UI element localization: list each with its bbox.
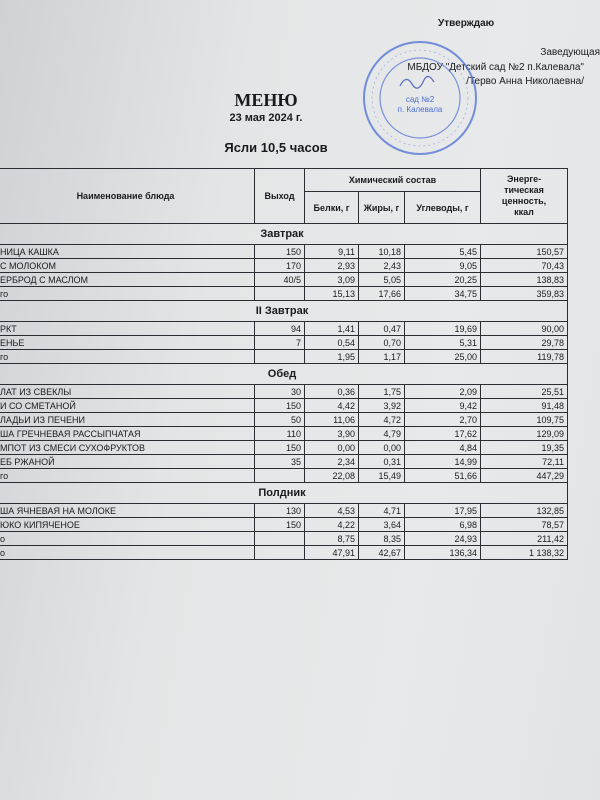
table-row	[0, 504, 568, 518]
total-energy: 119,78	[481, 350, 568, 364]
cell-protein: 0,54	[305, 336, 359, 350]
approve-label: Утверждаю	[438, 18, 495, 29]
section-title: Завтрак	[0, 224, 568, 245]
cell-protein: 4,22	[305, 518, 359, 532]
menu-table	[0, 168, 568, 560]
cell-protein: 2,34	[305, 455, 359, 469]
cell-energy: 132,85	[481, 504, 568, 518]
document-title: МЕНЮ	[234, 90, 298, 110]
cell-fat: 4,72	[359, 413, 405, 427]
cell-energy: 70,43	[481, 259, 568, 273]
cell-output	[255, 287, 305, 301]
cell-output: 150	[255, 518, 305, 532]
section-header-row	[0, 364, 568, 385]
cell-fat: 5,05	[359, 273, 405, 287]
cell-carbs: 2,09	[405, 385, 481, 399]
cell-output	[255, 532, 305, 546]
cell-protein: 11,06	[305, 413, 359, 427]
section-total-row	[0, 287, 568, 301]
total-carbs: 34,75	[405, 287, 481, 301]
dish-name: РКТ	[0, 322, 255, 336]
header-energy	[481, 169, 568, 224]
cell-energy: 19,35	[481, 441, 568, 455]
total-carbs: 51,66	[405, 469, 481, 483]
header-energy-line-2: тическая	[504, 185, 544, 195]
section-header-row	[0, 301, 568, 322]
cell-energy: 72,11	[481, 455, 568, 469]
cell-energy: 150,57	[481, 245, 568, 259]
header-energy-line-4: ккал	[514, 207, 534, 217]
total-energy: 447,29	[481, 469, 568, 483]
cell-fat: 0,47	[359, 322, 405, 336]
grand-total-carbs: 136,34	[405, 546, 481, 560]
cell-fat: 3,92	[359, 399, 405, 413]
cell-fat: 10,18	[359, 245, 405, 259]
header-energy-line-3: ценность,	[501, 196, 547, 206]
approver-position: Заведующая	[540, 47, 600, 58]
table-row	[0, 441, 568, 455]
total-fat: 8,35	[359, 532, 405, 546]
cell-output: 110	[255, 427, 305, 441]
dish-name: ША ГРЕЧНЕВАЯ РАССЫПЧАТАЯ	[0, 427, 255, 441]
cell-output: 30	[255, 385, 305, 399]
cell-carbs: 2,70	[405, 413, 481, 427]
cell-fat: 4,79	[359, 427, 405, 441]
table-row	[0, 385, 568, 399]
group-title: Ясли 10,5 часов	[224, 140, 328, 155]
dish-name: С МОЛОКОМ	[0, 259, 255, 273]
total-protein: 1,95	[305, 350, 359, 364]
cell-carbs: 17,62	[405, 427, 481, 441]
table-row	[0, 399, 568, 413]
grand-total-label: о	[0, 546, 255, 560]
total-label: о	[0, 532, 255, 546]
official-stamp-icon	[360, 38, 480, 158]
cell-protein: 4,53	[305, 504, 359, 518]
cell-carbs: 14,99	[405, 455, 481, 469]
table-row	[0, 518, 568, 532]
cell-output: 35	[255, 455, 305, 469]
table-row	[0, 322, 568, 336]
cell-energy: 129,09	[481, 427, 568, 441]
grand-total-fat: 42,67	[359, 546, 405, 560]
stamp-line-1: сад №2	[405, 95, 435, 104]
section-total-row	[0, 350, 568, 364]
cell-carbs: 20,25	[405, 273, 481, 287]
total-protein: 15,13	[305, 287, 359, 301]
cell-carbs: 5,31	[405, 336, 481, 350]
cell-fat: 2,43	[359, 259, 405, 273]
cell-carbs: 9,42	[405, 399, 481, 413]
table-row	[0, 259, 568, 273]
total-fat: 15,49	[359, 469, 405, 483]
header-energy-line-1: Энерге-	[506, 174, 542, 184]
stamp-line-2: п. Калевала	[397, 105, 443, 114]
cell-fat: 0,70	[359, 336, 405, 350]
dish-name: МПОТ ИЗ СМЕСИ СУХОФРУКТОВ	[0, 441, 255, 455]
cell-protein: 3,90	[305, 427, 359, 441]
menu-table-body	[0, 224, 568, 560]
grand-total-protein: 47,91	[305, 546, 359, 560]
approver-name: /Терво Анна Николаевна/	[466, 76, 584, 87]
header-chemical-composition: Химический состав	[305, 169, 481, 192]
total-label: го	[0, 287, 255, 301]
section-title: II Завтрак	[0, 301, 568, 322]
cell-carbs: 19,69	[405, 322, 481, 336]
cell-output	[255, 469, 305, 483]
header-protein: Белки, г	[305, 192, 359, 224]
dish-name: ЕНЬЕ	[0, 336, 255, 350]
cell-output: 150	[255, 441, 305, 455]
cell-protein: 0,00	[305, 441, 359, 455]
grand-total-row	[0, 546, 568, 560]
cell-protein: 4,42	[305, 399, 359, 413]
cell-output: 170	[255, 259, 305, 273]
section-total-row	[0, 532, 568, 546]
dish-name: И СО СМЕТАНОЙ	[0, 399, 255, 413]
section-title: Полдник	[0, 483, 568, 504]
cell-output: 94	[255, 322, 305, 336]
cell-fat: 3,64	[359, 518, 405, 532]
dish-name: ША ЯЧНЕВАЯ НА МОЛОКЕ	[0, 504, 255, 518]
table-row	[0, 245, 568, 259]
cell-energy: 90,00	[481, 322, 568, 336]
cell-output: 130	[255, 504, 305, 518]
total-carbs: 24,93	[405, 532, 481, 546]
section-header-row	[0, 483, 568, 504]
total-label: го	[0, 350, 255, 364]
header-dish: Наименование блюда	[0, 169, 255, 224]
dish-name: ЛАДЬИ ИЗ ПЕЧЕНИ	[0, 413, 255, 427]
total-label: го	[0, 469, 255, 483]
cell-energy: 29,78	[481, 336, 568, 350]
table-row	[0, 273, 568, 287]
cell-protein: 2,93	[305, 259, 359, 273]
cell-protein: 9,11	[305, 245, 359, 259]
cell-fat: 1,75	[359, 385, 405, 399]
cell-output: 150	[255, 245, 305, 259]
cell-energy: 109,75	[481, 413, 568, 427]
cell-carbs: 4,84	[405, 441, 481, 455]
cell-output: 7	[255, 336, 305, 350]
cell-output	[255, 546, 305, 560]
header-fat: Жиры, г	[359, 192, 405, 224]
table-row	[0, 455, 568, 469]
table-row	[0, 413, 568, 427]
section-title: Обед	[0, 364, 568, 385]
organization-name: МБДОУ "Детский сад №2 п.Калевала"	[407, 62, 584, 73]
cell-output: 150	[255, 399, 305, 413]
dish-name: ЕБ РЖАНОЙ	[0, 455, 255, 469]
cell-carbs: 5,45	[405, 245, 481, 259]
dish-name: ЛАТ ИЗ СВЕКЛЫ	[0, 385, 255, 399]
cell-output	[255, 350, 305, 364]
section-total-row	[0, 469, 568, 483]
cell-energy: 138,83	[481, 273, 568, 287]
header-output: Выход	[255, 169, 305, 224]
document-date: 23 мая 2024 г.	[229, 112, 303, 124]
cell-fat: 0,31	[359, 455, 405, 469]
table-row	[0, 336, 568, 350]
cell-fat: 4,71	[359, 504, 405, 518]
table-row	[0, 427, 568, 441]
total-fat: 1,17	[359, 350, 405, 364]
section-header-row	[0, 224, 568, 245]
cell-energy: 25,51	[481, 385, 568, 399]
grand-total-energy: 1 138,32	[481, 546, 568, 560]
total-energy: 359,83	[481, 287, 568, 301]
dish-name: ЮКО КИПЯЧЕНОЕ	[0, 518, 255, 532]
cell-protein: 1,41	[305, 322, 359, 336]
cell-protein: 0,36	[305, 385, 359, 399]
total-energy: 211,42	[481, 532, 568, 546]
total-protein: 8,75	[305, 532, 359, 546]
header-carbs: Углеводы, г	[405, 192, 481, 224]
cell-carbs: 6,98	[405, 518, 481, 532]
cell-energy: 78,57	[481, 518, 568, 532]
total-protein: 22,08	[305, 469, 359, 483]
cell-protein: 3,09	[305, 273, 359, 287]
total-carbs: 25,00	[405, 350, 481, 364]
cell-carbs: 9,05	[405, 259, 481, 273]
dish-name: НИЦА КАШКА	[0, 245, 255, 259]
cell-output: 50	[255, 413, 305, 427]
cell-carbs: 17,95	[405, 504, 481, 518]
total-fat: 17,66	[359, 287, 405, 301]
cell-fat: 0,00	[359, 441, 405, 455]
cell-energy: 91,48	[481, 399, 568, 413]
dish-name: ЕРБРОД С МАСЛОМ	[0, 273, 255, 287]
cell-output: 40/5	[255, 273, 305, 287]
